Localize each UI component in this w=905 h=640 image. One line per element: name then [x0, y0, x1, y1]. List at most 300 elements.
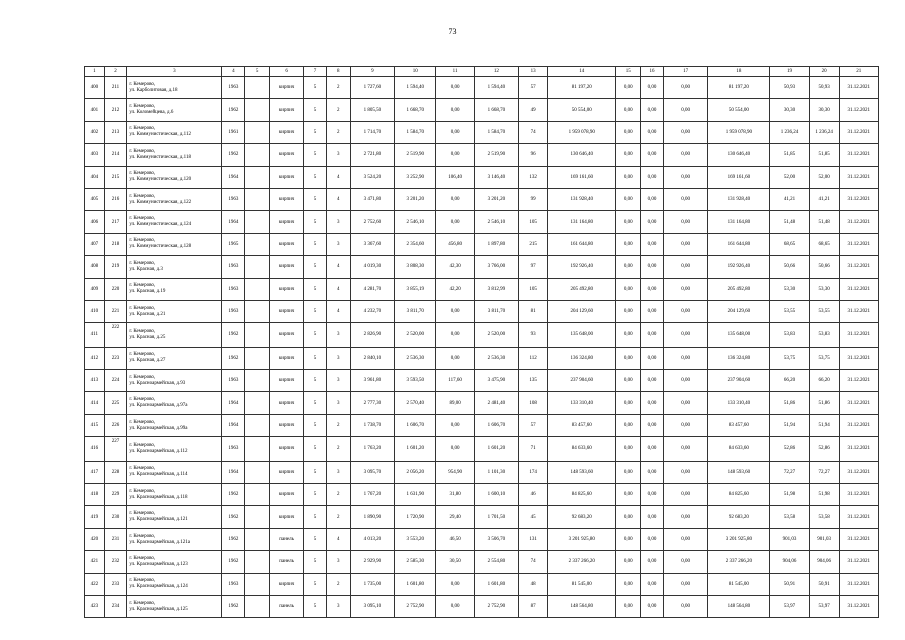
wall-material-cell: кирпич [270, 323, 304, 347]
floors-cell: 5 [304, 437, 327, 461]
column-header-18: 18 [708, 67, 770, 77]
residents-cell: 215 [519, 233, 548, 255]
unit-cost-cell: 904,06 [770, 551, 809, 573]
row-number-cell: 413 [85, 370, 105, 392]
cost-17-cell: 0,00 [663, 414, 707, 436]
floors-cell: 5 [304, 121, 327, 143]
residents-cell: 74 [519, 121, 548, 143]
living-area-cell: 2 752,90 [395, 595, 436, 617]
limit-cost-cell: 66,20 [809, 370, 839, 392]
address-cell [127, 233, 222, 255]
limit-cost-cell: 68,65 [809, 233, 839, 255]
total-cost-cell: 1 959 078,90 [708, 121, 770, 143]
completion-date-cell: 31.12.2021 [839, 437, 878, 461]
unit-cost-cell: 901,03 [770, 528, 809, 550]
residents-cell: 131 [519, 528, 548, 550]
cost-17-cell: 0,00 [663, 121, 707, 143]
address-city: г. Кемерово, [129, 442, 156, 448]
row-number-cell: 420 [85, 528, 105, 550]
limit-cost-cell: 901,03 [809, 528, 839, 550]
completion-date-cell: 31.12.2021 [839, 300, 878, 322]
build-year-cell: 1962 [222, 551, 245, 573]
cost-16-cell: 0,00 [641, 99, 664, 121]
wall-material-cell: кирпич [270, 144, 304, 166]
address-street: ул. Красная, д.27 [129, 358, 166, 364]
cell-5-cell [245, 484, 270, 506]
address-city: г. Кемерово, [129, 328, 156, 334]
repair-cost-cell: 84 633,60 [548, 437, 616, 461]
residents-cell: 57 [519, 77, 548, 99]
cost-17-cell: 0,00 [663, 278, 707, 300]
completion-date-cell: 31.12.2021 [839, 461, 878, 483]
address-street: ул. Коммунистическая, д.112 [129, 132, 191, 138]
total-cost-cell: 81 545,00 [708, 573, 770, 595]
limit-cost-cell: 51,94 [809, 414, 839, 436]
repair-cost-cell: 84 825,60 [548, 484, 616, 506]
wall-material-cell: кирпич [270, 484, 304, 506]
column-header-14: 14 [548, 67, 616, 77]
total-area-cell: 1 805,50 [350, 99, 394, 121]
cost-15-cell: 0,00 [616, 370, 641, 392]
entrances-cell: 2 [326, 414, 350, 436]
cost-16-cell: 0,00 [641, 121, 664, 143]
address-city: г. Кемерово, [129, 533, 156, 539]
address-street: ул. Красная, д.21 [129, 311, 166, 317]
total-area-cell: 2 929,90 [350, 551, 394, 573]
row-number-cell: 401 [85, 99, 105, 121]
table-row [85, 461, 879, 483]
repair-cost-cell: 135 648,00 [548, 323, 616, 347]
cost-17-cell: 0,00 [663, 77, 707, 99]
nonliving-area-cell: 0,00 [436, 414, 474, 436]
unit-cost-cell: 41,21 [770, 188, 809, 210]
unit-cost-cell: 51,94 [770, 414, 809, 436]
residents-cell: 49 [519, 99, 548, 121]
living-area-cell: 3 593,50 [395, 370, 436, 392]
address-city: г. Кемерово, [129, 600, 156, 606]
floors-cell: 5 [304, 595, 327, 617]
column-header-13: 13 [519, 67, 548, 77]
total-cost-cell: 136 324,80 [708, 347, 770, 369]
residential-area-cell: 1 701,50 [474, 506, 518, 528]
table-row [85, 573, 879, 595]
cost-15-cell: 0,00 [616, 392, 641, 414]
unit-cost-cell: 51,86 [770, 392, 809, 414]
unit-cost-cell: 51,85 [770, 144, 809, 166]
nonliving-area-cell: 30,50 [436, 551, 474, 573]
cost-15-cell: 0,00 [616, 166, 641, 188]
cell-5-cell [245, 278, 270, 300]
living-area-cell: 2 520,00 [395, 323, 436, 347]
entrances-cell: 4 [326, 166, 350, 188]
floors-cell: 5 [304, 300, 327, 322]
entrances-cell: 2 [326, 484, 350, 506]
living-area-cell: 2 056,20 [395, 461, 436, 483]
build-year-cell: 1963 [222, 437, 245, 461]
address-cell [127, 278, 222, 300]
table-row [85, 188, 879, 210]
living-area-cell: 3 201,20 [395, 188, 436, 210]
repair-cost-cell: 131 164,80 [548, 211, 616, 233]
column-header-21: 21 [839, 67, 878, 77]
cell-5-cell [245, 188, 270, 210]
floors-cell: 5 [304, 77, 327, 99]
cost-17-cell: 0,00 [663, 595, 707, 617]
cost-15-cell: 0,00 [616, 300, 641, 322]
nonliving-area-cell: 0,00 [436, 323, 474, 347]
cell-5-cell [245, 233, 270, 255]
row-number-cell: 402 [85, 121, 105, 143]
cost-17-cell: 0,00 [663, 392, 707, 414]
floors-cell: 5 [304, 573, 327, 595]
residential-area-cell: 2 536,30 [474, 347, 518, 369]
residents-cell: 135 [519, 370, 548, 392]
cell-5-cell [245, 437, 270, 461]
residents-cell: 71 [519, 437, 548, 461]
total-cost-cell: 237 904,60 [708, 370, 770, 392]
total-area-cell: 3 961,80 [350, 370, 394, 392]
residents-cell: 93 [519, 323, 548, 347]
cost-15-cell: 0,00 [616, 461, 641, 483]
unit-cost-cell: 50,93 [770, 77, 809, 99]
completion-date-cell: 31.12.2021 [839, 188, 878, 210]
address-city: г. Кемерово, [129, 216, 156, 222]
total-area-cell: 2 840,10 [350, 347, 394, 369]
cell-5-cell [245, 551, 270, 573]
floors-cell: 5 [304, 414, 327, 436]
completion-date-cell: 31.12.2021 [839, 278, 878, 300]
cost-15-cell: 0,00 [616, 144, 641, 166]
limit-cost-cell: 30,30 [809, 99, 839, 121]
wall-material-cell: панель [270, 528, 304, 550]
total-cost-cell: 81 197,20 [708, 77, 770, 99]
cost-15-cell: 0,00 [616, 595, 641, 617]
unit-cost-cell: 68,65 [770, 233, 809, 255]
wall-material-cell: кирпич [270, 99, 304, 121]
build-year-cell: 1962 [222, 323, 245, 347]
row-number-cell: 419 [85, 506, 105, 528]
unit-cost-cell: 53,75 [770, 347, 809, 369]
completion-date-cell: 31.12.2021 [839, 484, 878, 506]
address-street: ул. Карболитовая, д.18 [129, 87, 178, 93]
nonliving-area-cell: 0,00 [436, 300, 474, 322]
cell-5-cell [245, 370, 270, 392]
total-area-cell: 2 826,90 [350, 323, 394, 347]
living-area-cell: 1 631,90 [395, 484, 436, 506]
object-id-cell: 226 [104, 414, 127, 436]
total-cost-cell: 84 633,60 [708, 437, 770, 461]
total-cost-cell: 148 564,80 [708, 595, 770, 617]
column-header-6: 6 [270, 67, 304, 77]
residential-area-cell: 3 506,70 [474, 528, 518, 550]
living-area-cell: 3 553,20 [395, 528, 436, 550]
row-number-cell: 409 [85, 278, 105, 300]
object-id-cell: 212 [104, 99, 127, 121]
cell-5-cell [245, 323, 270, 347]
cost-16-cell: 0,00 [641, 77, 664, 99]
total-area-cell: 3 095,70 [350, 461, 394, 483]
living-area-cell: 2 354,60 [395, 233, 436, 255]
address-city: г. Кемерово, [129, 466, 156, 472]
nonliving-area-cell: 0,00 [436, 77, 474, 99]
row-number-cell: 403 [85, 144, 105, 166]
address-street: ул. Красноармейская, д.112 [129, 448, 188, 454]
address-cell [127, 144, 222, 166]
cost-16-cell: 0,00 [641, 144, 664, 166]
entrances-cell: 2 [326, 437, 350, 461]
residential-area-cell: 2 752,90 [474, 595, 518, 617]
table-row [85, 300, 879, 322]
cost-16-cell: 0,00 [641, 595, 664, 617]
cost-17-cell: 0,00 [663, 144, 707, 166]
cell-5-cell [245, 414, 270, 436]
floors-cell: 5 [304, 506, 327, 528]
build-year-cell: 1962 [222, 99, 245, 121]
living-area-cell: 3 811,70 [395, 300, 436, 322]
object-id-cell: 223 [104, 347, 127, 369]
floors-cell: 5 [304, 188, 327, 210]
nonliving-area-cell: 0,00 [436, 595, 474, 617]
residents-cell: 174 [519, 461, 548, 483]
living-area-cell: 2 519,90 [395, 144, 436, 166]
build-year-cell: 1963 [222, 573, 245, 595]
entrances-cell: 3 [326, 323, 350, 347]
column-header-10: 10 [395, 67, 436, 77]
completion-date-cell: 31.12.2021 [839, 551, 878, 573]
object-id-cell: 216 [104, 188, 127, 210]
entrances-cell: 2 [326, 121, 350, 143]
table-row [85, 370, 879, 392]
row-number-cell: 408 [85, 256, 105, 278]
residential-area-cell: 2 546,10 [474, 211, 518, 233]
completion-date-cell: 31.12.2021 [839, 573, 878, 595]
unit-cost-cell: 50,66 [770, 256, 809, 278]
residents-cell: 132 [519, 166, 548, 188]
residents-cell: 96 [519, 144, 548, 166]
address-city: г. Кемерово, [129, 148, 156, 154]
address-street: ул. Красноармейская, д.123 [129, 561, 188, 567]
floors-cell: 5 [304, 551, 327, 573]
cost-16-cell: 0,00 [641, 370, 664, 392]
limit-cost-cell: 52,00 [809, 166, 839, 188]
total-area-cell: 4 232,70 [350, 300, 394, 322]
nonliving-area-cell: 0,00 [436, 437, 474, 461]
repair-cost-cell: 148 593,60 [548, 461, 616, 483]
residents-cell: 48 [519, 573, 548, 595]
row-number-cell: 407 [85, 233, 105, 255]
address-city: г. Кемерово, [129, 260, 156, 266]
address-city: г. Кемерово, [129, 283, 156, 289]
total-cost-cell: 3 201 925,80 [708, 528, 770, 550]
completion-date-cell: 31.12.2021 [839, 256, 878, 278]
build-year-cell: 1965 [222, 233, 245, 255]
residential-area-cell: 3 766,00 [474, 256, 518, 278]
cost-17-cell: 0,00 [663, 256, 707, 278]
nonliving-area-cell: 0,00 [436, 573, 474, 595]
address-street: ул. Красноармейская, д.114 [129, 472, 188, 478]
cell-5-cell [245, 506, 270, 528]
entrances-cell: 3 [326, 211, 350, 233]
living-area-cell: 1 668,70 [395, 99, 436, 121]
cost-16-cell: 0,00 [641, 347, 664, 369]
wall-material-cell: кирпич [270, 121, 304, 143]
address-cell [127, 166, 222, 188]
nonliving-area-cell: 46,50 [436, 528, 474, 550]
address-cell [127, 121, 222, 143]
cost-16-cell: 0,00 [641, 573, 664, 595]
build-year-cell: 1963 [222, 370, 245, 392]
limit-cost-cell: 51,48 [809, 211, 839, 233]
address-city: г. Кемерово, [129, 419, 156, 425]
build-year-cell: 1963 [222, 77, 245, 99]
cost-15-cell: 0,00 [616, 323, 641, 347]
cost-16-cell: 0,00 [641, 484, 664, 506]
address-street: ул. Красная, д.25 [129, 334, 166, 340]
address-street: ул. Коммунистическая, д.128 [129, 244, 192, 250]
nonliving-area-cell: 29,40 [436, 506, 474, 528]
repair-cost-cell: 130 646,40 [548, 144, 616, 166]
table-row [85, 99, 879, 121]
total-area-cell: 1 735,00 [350, 573, 394, 595]
wall-material-cell: кирпич [270, 437, 304, 461]
residential-area-cell: 3 201,20 [474, 188, 518, 210]
living-area-cell: 2 546,10 [395, 211, 436, 233]
cost-15-cell: 0,00 [616, 551, 641, 573]
cost-17-cell: 0,00 [663, 528, 707, 550]
build-year-cell: 1964 [222, 414, 245, 436]
cost-17-cell: 0,00 [663, 370, 707, 392]
total-cost-cell: 169 161,60 [708, 166, 770, 188]
cost-16-cell: 0,00 [641, 188, 664, 210]
wall-material-cell: панель [270, 551, 304, 573]
entrances-cell: 3 [326, 392, 350, 414]
floors-cell: 5 [304, 347, 327, 369]
column-header-4: 4 [222, 67, 245, 77]
limit-cost-cell: 904,06 [809, 551, 839, 573]
column-header-8: 8 [326, 67, 350, 77]
wall-material-cell: кирпич [270, 347, 304, 369]
wall-material-cell: кирпич [270, 211, 304, 233]
cell-5-cell [245, 528, 270, 550]
row-number-cell: 405 [85, 188, 105, 210]
repair-cost-cell: 3 201 925,80 [548, 528, 616, 550]
table-row [85, 347, 879, 369]
residential-area-cell: 3 811,70 [474, 300, 518, 322]
repair-cost-cell: 136 324,80 [548, 347, 616, 369]
floors-cell: 5 [304, 278, 327, 300]
cost-17-cell: 0,00 [663, 573, 707, 595]
column-header-17: 17 [663, 67, 707, 77]
limit-cost-cell: 41,21 [809, 188, 839, 210]
total-area-cell: 1 738,70 [350, 414, 394, 436]
object-id-cell: 229 [104, 484, 127, 506]
total-cost-cell: 84 825,60 [708, 484, 770, 506]
total-area-cell: 4 019,30 [350, 256, 394, 278]
object-id-cell: 225 [104, 392, 127, 414]
nonliving-area-cell: 0,00 [436, 99, 474, 121]
object-id-cell: 213 [104, 121, 127, 143]
wall-material-cell: кирпич [270, 392, 304, 414]
completion-date-cell: 31.12.2021 [839, 99, 878, 121]
build-year-cell: 1962 [222, 484, 245, 506]
floors-cell: 5 [304, 370, 327, 392]
unit-cost-cell: 51,48 [770, 211, 809, 233]
table-row [85, 278, 879, 300]
wall-material-cell: кирпич [270, 414, 304, 436]
completion-date-cell: 31.12.2021 [839, 528, 878, 550]
total-area-cell: 2 777,30 [350, 392, 394, 414]
completion-date-cell: 31.12.2021 [839, 323, 878, 347]
address-street: ул. Коломейцева, д.6 [129, 110, 174, 116]
repair-cost-cell: 169 161,60 [548, 166, 616, 188]
residents-cell: 105 [519, 278, 548, 300]
cell-5-cell [245, 392, 270, 414]
completion-date-cell: 31.12.2021 [839, 121, 878, 143]
total-cost-cell: 192 926,40 [708, 256, 770, 278]
address-cell [127, 551, 222, 573]
repair-cost-cell: 50 554,00 [548, 99, 616, 121]
wall-material-cell: кирпич [270, 506, 304, 528]
floors-cell: 5 [304, 144, 327, 166]
header-row [85, 67, 879, 77]
total-area-cell: 3 471,80 [350, 188, 394, 210]
total-cost-cell: 131 928,40 [708, 188, 770, 210]
build-year-cell: 1964 [222, 211, 245, 233]
address-cell [127, 461, 222, 483]
cost-15-cell: 0,00 [616, 233, 641, 255]
nonliving-area-cell: 0,00 [436, 144, 474, 166]
object-id-cell: 231 [104, 528, 127, 550]
completion-date-cell: 31.12.2021 [839, 347, 878, 369]
nonliving-area-cell: 456,80 [436, 233, 474, 255]
column-header-12: 12 [474, 67, 518, 77]
row-number-cell: 421 [85, 551, 105, 573]
entrances-cell: 4 [326, 188, 350, 210]
cost-17-cell: 0,00 [663, 347, 707, 369]
residential-area-cell: 2 554,80 [474, 551, 518, 573]
completion-date-cell: 31.12.2021 [839, 370, 878, 392]
build-year-cell: 1964 [222, 461, 245, 483]
cost-16-cell: 0,00 [641, 392, 664, 414]
address-street: ул. Коммунистическая, д.118 [129, 154, 191, 160]
nonliving-area-cell: 0,00 [436, 121, 474, 143]
cell-5-cell [245, 256, 270, 278]
address-cell [127, 256, 222, 278]
row-number-cell: 400 [85, 77, 105, 99]
address-street: ул. Красноармейская, д.93 [129, 380, 186, 386]
living-area-cell: 3 855,19 [395, 278, 436, 300]
object-id-cell: 227 [104, 437, 127, 461]
address-city: г. Кемерово, [129, 374, 156, 380]
address-street: ул. Красноармейская, д.124 [129, 584, 188, 590]
build-year-cell: 1962 [222, 144, 245, 166]
total-area-cell: 4 281,70 [350, 278, 394, 300]
cost-16-cell: 0,00 [641, 166, 664, 188]
cost-16-cell: 0,00 [641, 233, 664, 255]
wall-material-cell: кирпич [270, 300, 304, 322]
nonliving-area-cell: 106,40 [436, 166, 474, 188]
nonliving-area-cell: 42,20 [436, 278, 474, 300]
build-year-cell: 1963 [222, 188, 245, 210]
column-header-20: 20 [809, 67, 839, 77]
limit-cost-cell: 51,85 [809, 144, 839, 166]
column-header-11: 11 [436, 67, 474, 77]
total-area-cell: 1 763,20 [350, 437, 394, 461]
object-id-cell: 215 [104, 166, 127, 188]
nonliving-area-cell: 954,90 [436, 461, 474, 483]
nonliving-area-cell: 117,60 [436, 370, 474, 392]
living-area-cell: 2 585,30 [395, 551, 436, 573]
